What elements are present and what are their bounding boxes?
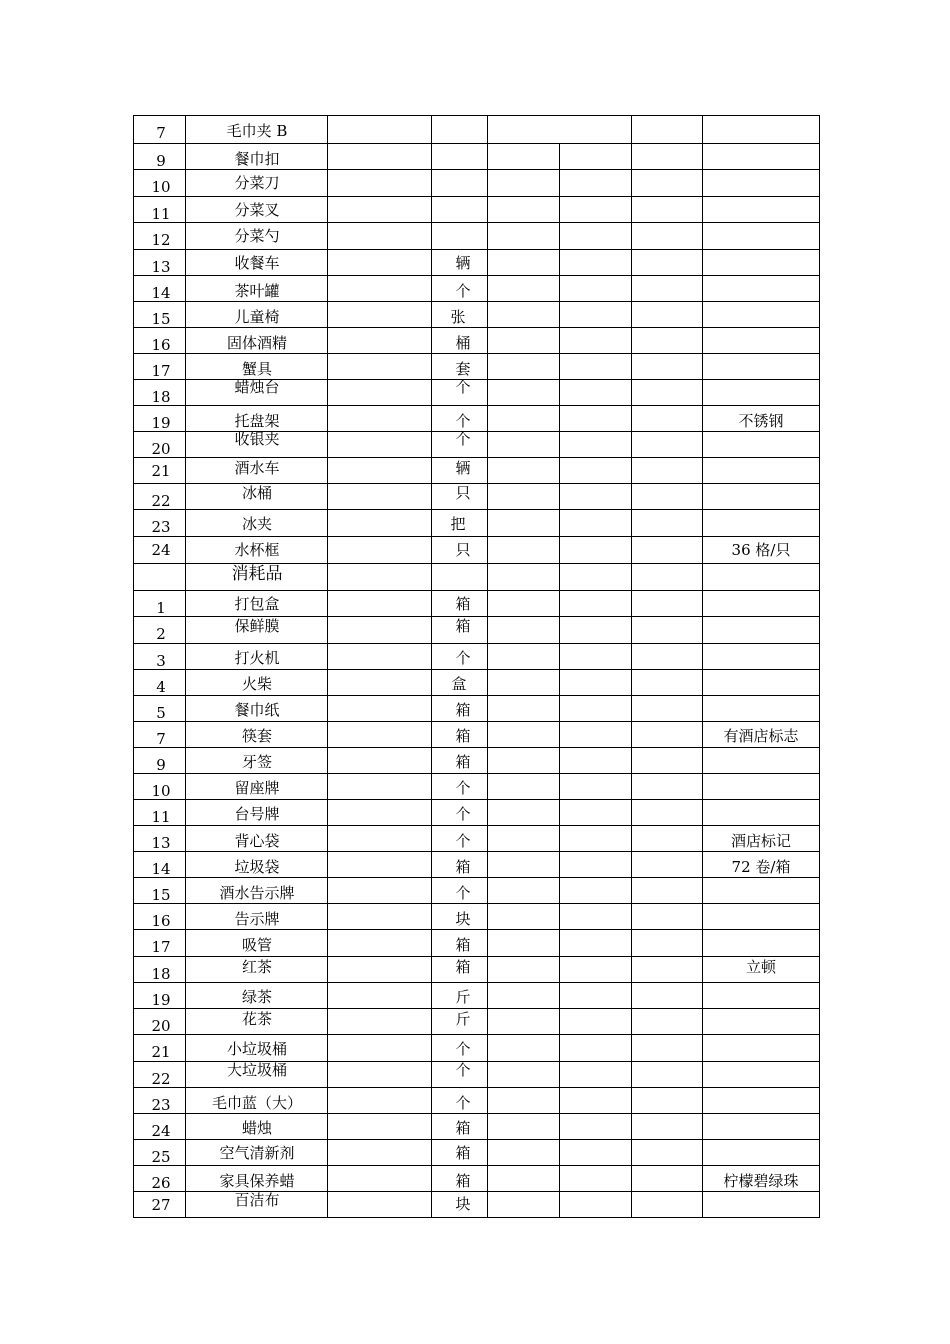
item-name: 冰夹	[241, 515, 273, 533]
row-divider	[133, 851, 820, 852]
item-name: 蟹具	[241, 360, 273, 378]
item-name: 固体酒精	[226, 334, 288, 352]
row-number: 22	[151, 492, 171, 510]
item-name: 茶叶罐	[234, 282, 280, 300]
unit-cell: 块	[455, 910, 471, 928]
row-divider	[133, 956, 820, 957]
row-number: 10	[151, 782, 171, 800]
row-divider	[133, 982, 820, 983]
item-name: 餐巾扣	[234, 150, 280, 168]
row-divider	[133, 169, 820, 170]
row-number: 18	[151, 965, 171, 983]
item-name: 垃圾袋	[234, 858, 280, 876]
row-number: 11	[151, 808, 171, 826]
unit-cell: 辆	[455, 254, 471, 272]
note-cell: 柠檬碧绿珠	[723, 1172, 799, 1190]
column-divider	[133, 115, 134, 1218]
unit-cell: 箱	[455, 727, 471, 745]
row-number: 4	[156, 678, 166, 696]
item-name: 冰桶	[241, 484, 273, 502]
column-divider	[819, 115, 820, 1218]
unit-cell: 把	[450, 515, 466, 533]
row-divider	[133, 1113, 820, 1114]
unit-cell: 箱	[455, 1119, 471, 1137]
item-name: 分菜叉	[234, 201, 280, 219]
row-number: 14	[151, 284, 171, 302]
item-name: 蜡烛	[241, 1119, 273, 1137]
unit-cell: 个	[455, 282, 471, 300]
item-name: 留座牌	[234, 779, 280, 797]
unit-cell: 只	[455, 484, 471, 502]
row-number: 27	[151, 1196, 171, 1214]
unit-cell: 套	[455, 360, 471, 378]
row-divider	[133, 695, 820, 696]
unit-cell: 箱	[455, 595, 471, 613]
row-number: 24	[151, 541, 171, 559]
unit-cell: 个	[455, 430, 471, 448]
row-number: 7	[156, 124, 166, 142]
row-divider	[133, 301, 820, 302]
row-divider	[133, 825, 820, 826]
row-number: 3	[156, 652, 166, 670]
unit-cell: 个	[455, 1094, 471, 1112]
row-divider	[133, 1165, 820, 1166]
item-name: 家具保养蜡	[219, 1172, 295, 1190]
item-name: 空气清新剂	[219, 1144, 295, 1162]
row-number: 17	[151, 938, 171, 956]
row-divider	[133, 222, 820, 223]
note-cell: 72 卷/箱	[731, 858, 791, 876]
row-number: 7	[156, 730, 166, 748]
row-number: 15	[151, 886, 171, 904]
item-name: 酒水告示牌	[219, 884, 295, 902]
note-cell: 有酒店标志	[723, 727, 799, 745]
row-number: 21	[151, 1043, 171, 1061]
item-name: 打包盒	[234, 595, 280, 613]
row-number: 9	[156, 152, 166, 170]
row-number: 13	[151, 834, 171, 852]
column-divider	[327, 115, 328, 1218]
item-name: 儿童椅	[234, 308, 280, 326]
row-number: 22	[151, 1070, 171, 1088]
item-name: 小垃圾桶	[226, 1040, 288, 1058]
row-number: 23	[151, 1096, 171, 1114]
item-name: 牙签	[241, 753, 273, 771]
row-number: 10	[151, 178, 171, 196]
item-name: 百洁布	[234, 1191, 280, 1209]
unit-cell: 箱	[455, 958, 471, 976]
row-number: 15	[151, 310, 171, 328]
row-number: 26	[151, 1174, 171, 1192]
item-name: 台号牌	[234, 805, 280, 823]
row-divider	[133, 721, 820, 722]
unit-cell: 块	[455, 1195, 471, 1213]
item-name: 酒水车	[234, 459, 280, 477]
row-divider	[133, 1087, 820, 1088]
unit-cell: 张	[450, 308, 466, 326]
row-divider	[133, 249, 820, 250]
row-number: 19	[151, 414, 171, 432]
column-divider	[431, 115, 432, 1218]
row-number: 11	[151, 205, 171, 223]
unit-cell: 斤	[455, 1010, 471, 1028]
item-name: 餐巾纸	[234, 701, 280, 719]
unit-cell: 箱	[455, 936, 471, 954]
note-cell: 不锈钢	[738, 412, 784, 430]
column-divider	[702, 115, 703, 1218]
item-name: 花茶	[241, 1010, 273, 1028]
row-divider	[133, 1217, 820, 1218]
column-divider	[185, 115, 186, 1218]
row-divider	[133, 509, 820, 510]
unit-cell: 个	[455, 378, 471, 396]
row-divider	[133, 143, 820, 144]
unit-cell: 盒	[451, 675, 467, 693]
unit-cell: 箱	[455, 1172, 471, 1190]
row-divider	[133, 903, 820, 904]
row-number: 20	[151, 1017, 171, 1035]
item-name: 蜡烛台	[234, 378, 280, 396]
note-cell: 酒店标记	[730, 832, 792, 850]
row-divider	[133, 799, 820, 800]
row-divider	[133, 405, 820, 406]
unit-cell: 只	[455, 541, 471, 559]
unit-cell: 箱	[455, 1144, 471, 1162]
unit-cell: 个	[455, 1040, 471, 1058]
unit-cell: 桶	[455, 334, 471, 352]
unit-cell: 斤	[455, 988, 471, 1006]
row-divider	[133, 327, 820, 328]
row-number: 16	[151, 336, 171, 354]
unit-cell: 箱	[455, 617, 471, 635]
row-number: 25	[151, 1148, 171, 1166]
unit-cell: 个	[455, 1061, 471, 1079]
row-number: 24	[151, 1122, 171, 1140]
unit-cell: 箱	[455, 858, 471, 876]
unit-cell: 个	[455, 884, 471, 902]
unit-cell: 个	[455, 832, 471, 850]
unit-cell: 个	[455, 649, 471, 667]
item-name: 火柴	[241, 675, 273, 693]
row-divider	[133, 1034, 820, 1035]
item-name: 保鲜膜	[234, 617, 280, 635]
row-number: 13	[151, 258, 171, 276]
item-name: 托盘架	[234, 412, 280, 430]
item-name: 吸管	[241, 936, 273, 954]
row-divider	[133, 643, 820, 644]
row-divider	[133, 773, 820, 774]
row-divider	[133, 1008, 820, 1009]
row-divider	[133, 590, 820, 591]
item-name: 收银夹	[234, 430, 280, 448]
row-number: 16	[151, 912, 171, 930]
row-divider	[133, 929, 820, 930]
note-cell: 36 格/只	[731, 541, 791, 559]
row-divider	[133, 747, 820, 748]
item-name: 毛巾夹 B	[226, 122, 288, 140]
item-name: 消耗品	[231, 564, 283, 584]
row-divider	[133, 536, 820, 537]
item-name: 告示牌	[234, 910, 280, 928]
item-name: 大垃圾桶	[226, 1061, 288, 1079]
row-number: 20	[151, 440, 171, 458]
row-divider	[133, 353, 820, 354]
row-number: 1	[156, 599, 166, 617]
item-name: 收餐车	[234, 254, 280, 272]
column-divider	[487, 115, 488, 1218]
note-cell: 立顿	[745, 958, 777, 976]
item-name: 毛巾蓝（大）	[211, 1094, 303, 1112]
row-divider	[133, 115, 820, 116]
row-number: 23	[151, 518, 171, 536]
row-number: 19	[151, 991, 171, 1009]
item-name: 分菜刀	[234, 174, 280, 192]
row-number: 5	[156, 704, 166, 722]
row-divider	[133, 275, 820, 276]
unit-cell: 箱	[455, 701, 471, 719]
item-name: 水杯框	[234, 541, 280, 559]
unit-cell: 个	[455, 779, 471, 797]
column-divider	[631, 115, 632, 1218]
row-divider	[133, 483, 820, 484]
row-number: 17	[151, 362, 171, 380]
item-name: 红茶	[241, 958, 273, 976]
row-divider	[133, 196, 820, 197]
row-number: 14	[151, 860, 171, 878]
row-divider	[133, 1139, 820, 1140]
item-name: 绿茶	[241, 988, 273, 1006]
unit-cell: 个	[455, 412, 471, 430]
unit-cell: 个	[455, 805, 471, 823]
row-number: 2	[156, 625, 166, 643]
unit-cell: 箱	[455, 753, 471, 771]
row-number: 9	[156, 756, 166, 774]
item-name: 筷套	[241, 727, 273, 745]
row-divider	[133, 457, 820, 458]
row-divider	[133, 877, 820, 878]
item-name: 背心袋	[234, 832, 280, 850]
row-number: 21	[151, 462, 171, 480]
column-divider	[559, 143, 560, 1218]
item-name: 打火机	[234, 649, 280, 667]
row-divider	[133, 669, 820, 670]
row-number: 18	[151, 388, 171, 406]
row-number: 12	[151, 231, 171, 249]
item-name: 分菜勺	[234, 227, 280, 245]
unit-cell: 辆	[455, 459, 471, 477]
